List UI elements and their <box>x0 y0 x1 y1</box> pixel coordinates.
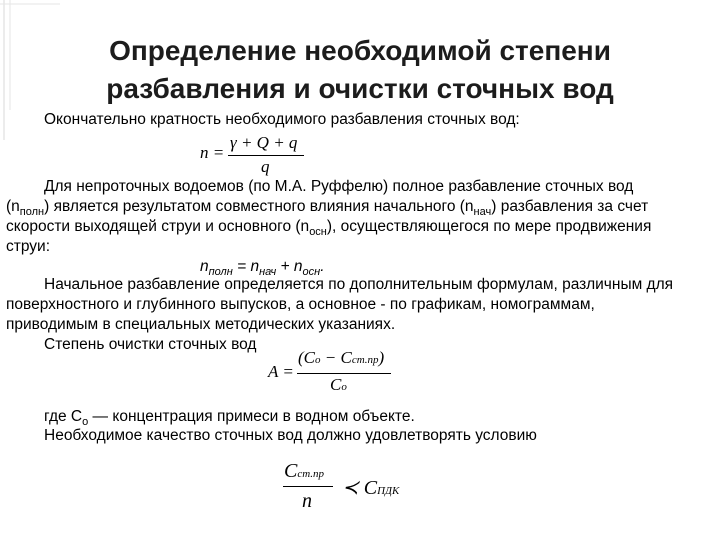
paragraph-initial-line1: Начальное разбавление определяется по дополнительным формулам, различным для <box>44 276 674 293</box>
paragraph-initial-line2: поверхностного и глубинного выпусков, а основное - по графикам, номограммам, <box>6 296 595 313</box>
paragraph-ruffel-line3: скорости выходящей струи и основного $(n_{осн})$, осуществляющегося по мере продвижения <box>6 218 652 239</box>
paragraph-intro: Окончательно кратность необходимого разбавления сточных вод: <box>44 111 520 128</box>
formula1-numerator: γ + Q + q <box>230 133 298 152</box>
formula1-lhs: n = <box>200 143 225 162</box>
paragraph-ruffel-line4: струи: <box>6 238 51 255</box>
formula2-lhs: A = <box>268 362 294 381</box>
equation-total-dilution: $n_{полн} = n_{нач} + n_{осн}$. <box>200 258 325 279</box>
formula2-numerator: (Cо − Cст.пр) <box>298 348 385 367</box>
formula2-fraction-bar <box>297 373 391 374</box>
formula3-denominator: n <box>302 490 312 512</box>
title-line-2: разбавления и очистки сточных вод <box>106 73 614 104</box>
paragraph-initial-line3: приводимым в специальных методических указаниях. <box>6 316 396 333</box>
formula3-numerator: Cст.пр <box>284 460 325 482</box>
paragraph-ruffel-line2: $(n_{полн})$ является результатом совместного влияния начального $(n_{нач})$ разбавления за счет <box>6 198 649 219</box>
formula3-fraction-bar <box>283 486 333 487</box>
slide-title <box>40 32 680 108</box>
formula1-denominator: q <box>261 157 270 176</box>
paragraph-where-co: где $C_о$ — концентрация примеси в водном объекте. <box>44 408 415 429</box>
paragraph-purification: Степень очистки сточных вод <box>44 336 257 353</box>
paragraph-required-quality: Необходимое качество сточных вод должно удовлетворять условию <box>44 427 537 444</box>
paragraph-ruffel-line1: Для непроточных водоемов (по М.А. Руффелю) полное разбавление сточных вод <box>44 178 634 195</box>
title-line-1: Определение необходимой степени <box>109 35 611 66</box>
formula3-relation: ≺ CПДК <box>342 477 400 499</box>
formula1-fraction-bar <box>228 155 304 156</box>
formula2-denominator: Cо <box>330 375 347 394</box>
